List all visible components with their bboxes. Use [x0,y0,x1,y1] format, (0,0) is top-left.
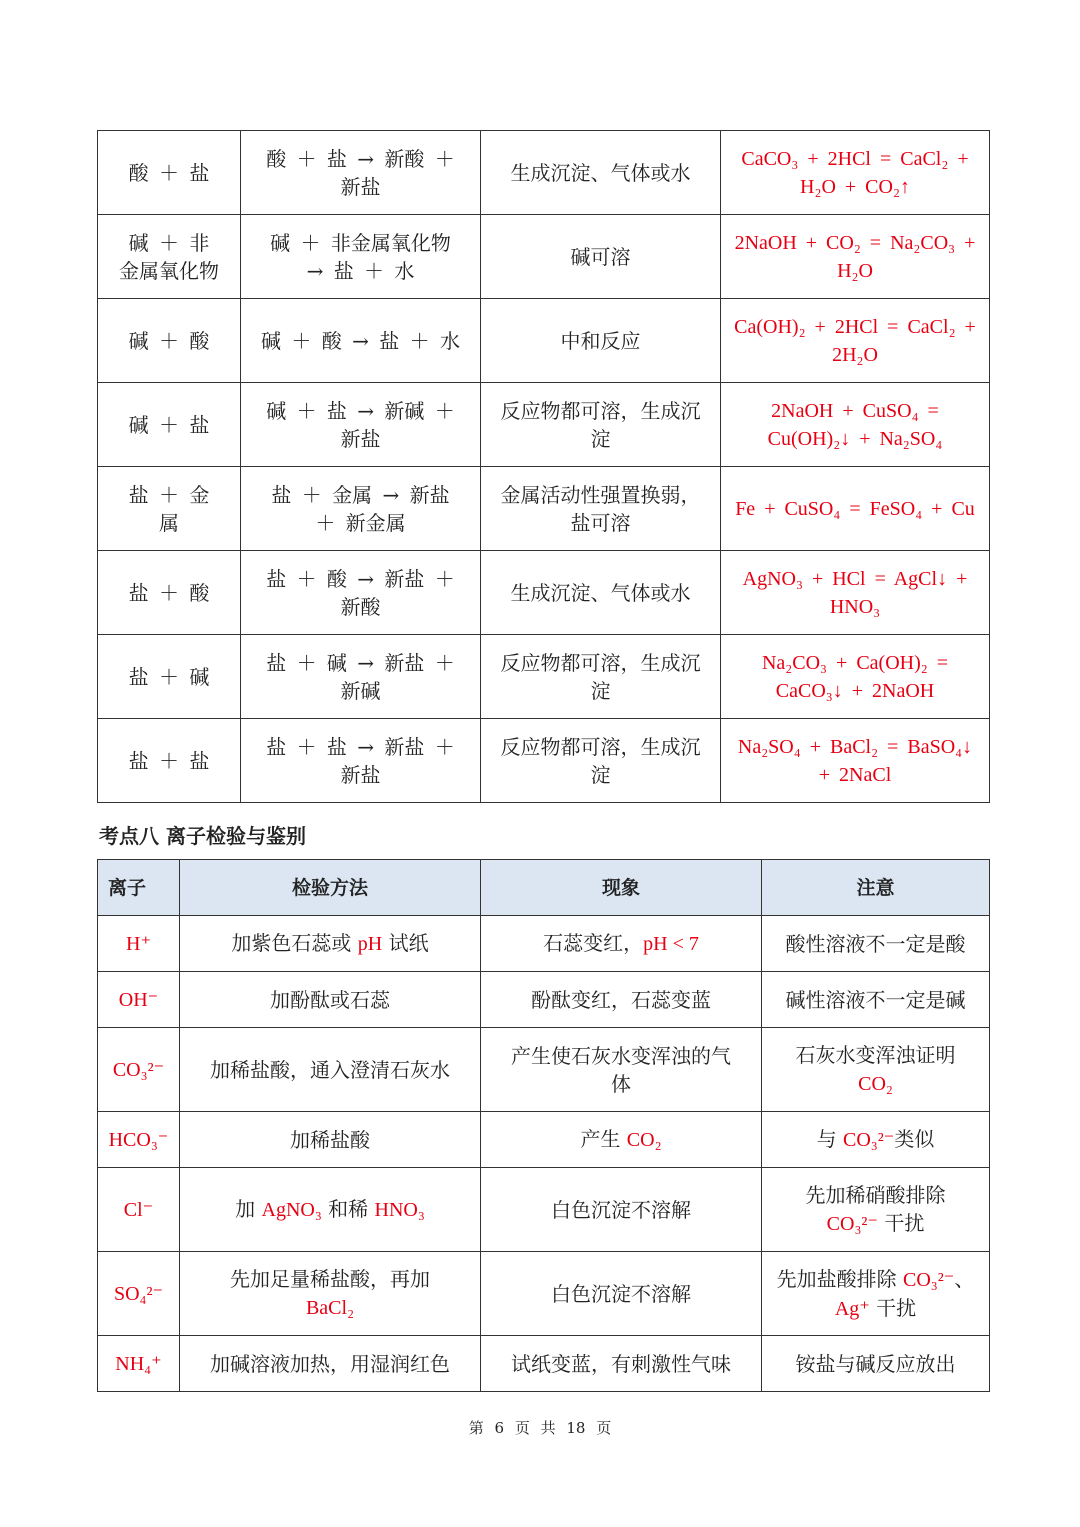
example-equation-text: Na₂SO₄ + BaCl₂ = BaSO₄↓ + 2NaCl [737,735,973,786]
note-formula: CO₃²⁻ [843,1129,895,1151]
table-row [98,215,990,299]
example-equation-cell [721,299,990,383]
type-cell [98,131,241,215]
ion-cell: CO₃²⁻ [98,1028,180,1112]
page-footer: 第 6 页 共 18 页 [468,1419,612,1437]
table-row [98,299,990,383]
method-formula: HNO₃ [374,1199,425,1221]
note-text: 与 [816,1127,844,1151]
table-row [98,131,990,215]
condition-cell [481,131,721,215]
note-formula: CO₂ [858,1073,893,1095]
note-text: 先加盐酸排除 [776,1266,904,1291]
note-text: 、 [954,1266,975,1291]
note-formula: CO₃²⁻ [903,1268,955,1291]
method-formula: AgNO₃ [261,1199,322,1221]
general-equation-cell [241,299,481,383]
general-equation-cell [241,635,481,719]
note-text: 先加稀硝酸排除 [805,1183,946,1207]
condition-text: 反应物都可溶，生成沉淀 [500,650,701,703]
general-equation-cell [241,383,481,467]
header-phenomenon: 现象 [481,860,762,916]
example-equation-text: CaCO₃ + 2HCl = CaCl₂ + H₂O + CO₂↑ [741,147,969,198]
condition-text: 中和反应 [560,328,641,353]
table-row [98,1336,990,1392]
type-cell [98,467,241,551]
method-cell: 加碱溶液加热，用湿润红色 [180,1336,481,1392]
phenomenon-formula: CO₂ [626,1129,662,1151]
general-equation-text: 盐 ＋ 金属 → 新盐 ＋ 新金属 [271,482,450,535]
condition-text: 生成沉淀、气体或水 [510,580,691,605]
reaction-table [97,130,990,803]
example-equation-text: Ca(OH)₂ + 2HCl = CaCl₂ + 2H₂O [734,315,976,366]
general-equation-text: 碱 ＋ 盐 → 新碱 ＋ 新盐 [266,398,455,451]
general-equation-cell [241,719,481,803]
method-cell [180,1168,481,1252]
general-equation-cell [241,215,481,299]
phenomenon-text: 产生使石灰水变浑浊的气体 [511,1043,731,1096]
type-text: 盐 ＋ 盐 [128,748,210,773]
general-equation-text: 酸 ＋ 盐 → 新酸 ＋ 新盐 [266,146,455,199]
condition-cell [481,467,721,551]
note-cell: 铵盐与碱反应放出 [762,1336,990,1392]
example-equation-text: 2NaOH + CuSO₄ = Cu(OH)₂↓ + Na₂SO₄ [767,399,943,450]
general-equation-text: 碱 ＋ 酸 → 盐 ＋ 水 [261,328,460,353]
type-text: 碱 ＋ 盐 [128,412,210,437]
general-equation-text: 盐 ＋ 酸 → 新盐 ＋ 新酸 [266,566,455,619]
section-title: 考点八 离子检验与鉴别 [99,824,306,848]
condition-text: 碱可溶 [570,244,631,269]
method-text: 加紫色石蕊或 [231,931,358,955]
table-row [98,635,990,719]
example-equation-text: Fe + CuSO₄ = FeSO₄ + Cu [735,498,975,520]
phenomenon-cell: 白色沉淀不溶解 [481,1168,762,1252]
type-cell [98,383,241,467]
phenomenon-text: 产生 [580,1127,627,1151]
phenomenon-cell: 试纸变蓝，有刺激性气味 [481,1336,762,1392]
general-equation-cell [241,131,481,215]
note-cell [762,1028,990,1112]
general-equation-text: 盐 ＋ 碱 → 新盐 ＋ 新碱 [266,650,455,703]
phenomenon-formula: pH < 7 [643,933,699,955]
table-row [98,719,990,803]
condition-cell [481,635,721,719]
condition-text: 金属活动性强置换弱，盐可溶 [500,482,701,535]
method-cell: 加酚酞或石蕊 [180,972,481,1028]
note-cell [762,1252,990,1336]
example-equation-cell [721,383,990,467]
note-cell [762,1168,990,1252]
header-note: 注意 [762,860,990,916]
header-ion: 离子 [98,860,180,916]
type-text: 碱 ＋ 酸 [128,328,210,353]
method-cell: 加稀盐酸 [180,1112,481,1168]
table-row [98,383,990,467]
table-row [98,1168,990,1252]
method-cell [180,916,481,972]
note-formula: Ag⁺ [834,1297,870,1320]
table-row [98,972,990,1028]
ion-cell: NH₄⁺ [98,1336,180,1392]
phenomenon-cell [481,1112,762,1168]
method-cell: 加稀盐酸，通入澄清石灰水 [180,1028,481,1112]
note-cell: 碱性溶液不一定是碱 [762,972,990,1028]
condition-cell [481,551,721,635]
method-text: 先加足量稀盐酸，再加 [230,1267,430,1291]
method-text: 和稀 [321,1197,375,1221]
table-row [98,1028,990,1112]
type-text: 碱 ＋ 非金属氧化物 [119,230,219,283]
example-equation-text: Na₂CO₃ + Ca(OH)₂ = CaCO₃↓ + 2NaOH [761,651,948,702]
condition-cell [481,215,721,299]
table-row [98,1112,990,1168]
example-equation-cell [721,719,990,803]
method-cell [180,1252,481,1336]
ion-cell: OH⁻ [98,972,180,1028]
phenomenon-cell [481,916,762,972]
general-equation-text: 碱 ＋ 非金属氧化物 → 盐 ＋ 水 [270,230,451,283]
general-equation-text: 盐 ＋ 盐 → 新盐 ＋ 新盐 [266,734,455,787]
condition-cell [481,299,721,383]
ion-cell: H⁺ [98,916,180,972]
phenomenon-text: 石蕊变红， [543,931,644,955]
type-text: 酸 ＋ 盐 [128,160,210,185]
example-equation-text: AgNO₃ + HCl = AgCl↓ + HNO₃ [742,567,968,618]
note-formula: CO₃²⁻ [826,1213,878,1235]
note-cell [762,916,990,972]
phenomenon-cell [481,1028,762,1112]
ion-cell: Cl⁻ [98,1168,180,1252]
note-text: 类似 [894,1127,935,1151]
header-row [98,860,990,916]
table-row [98,1252,990,1336]
phenomenon-cell: 白色沉淀不溶解 [481,1252,762,1336]
note-text: 石灰水变浑浊证明 [795,1043,956,1067]
general-equation-cell [241,467,481,551]
method-text: 加 [235,1197,262,1221]
condition-cell [481,383,721,467]
note-text: 干扰 [877,1211,925,1235]
ion-test-table [97,859,990,1392]
example-equation-text: 2NaOH + CO₂ = Na₂CO₃ + H₂O [734,231,976,282]
table-row [98,551,990,635]
condition-text: 生成沉淀、气体或水 [510,160,691,185]
type-cell [98,299,241,383]
example-equation-cell [721,215,990,299]
type-text: 盐 ＋ 酸 [128,580,210,605]
method-formula: BaCl₂ [305,1297,355,1319]
condition-cell [481,719,721,803]
ion-cell: HCO₃⁻ [98,1112,180,1168]
example-equation-cell [721,551,990,635]
ion-cell: SO₄²⁻ [98,1252,180,1336]
table-row [98,467,990,551]
type-cell [98,635,241,719]
type-text: 盐 ＋ 金属 [128,482,210,535]
condition-text: 反应物都可溶，生成沉淀 [500,734,701,787]
general-equation-cell [241,551,481,635]
method-formula: pH [357,933,383,955]
table-row [98,916,990,972]
phenomenon-cell: 酚酞变红，石蕊变蓝 [481,972,762,1028]
method-text: 试纸 [382,931,429,955]
note-cell [762,1112,990,1168]
note-text: 干扰 [869,1295,917,1320]
example-equation-cell [721,467,990,551]
type-cell [98,551,241,635]
type-text: 盐 ＋ 碱 [128,664,210,689]
note-text: 酸性溶液不一定是酸 [785,931,966,956]
example-equation-cell [721,131,990,215]
condition-text: 反应物都可溶，生成沉淀 [500,398,701,451]
header-method: 检验方法 [180,860,481,916]
type-cell [98,215,241,299]
type-cell [98,719,241,803]
example-equation-cell [721,635,990,719]
